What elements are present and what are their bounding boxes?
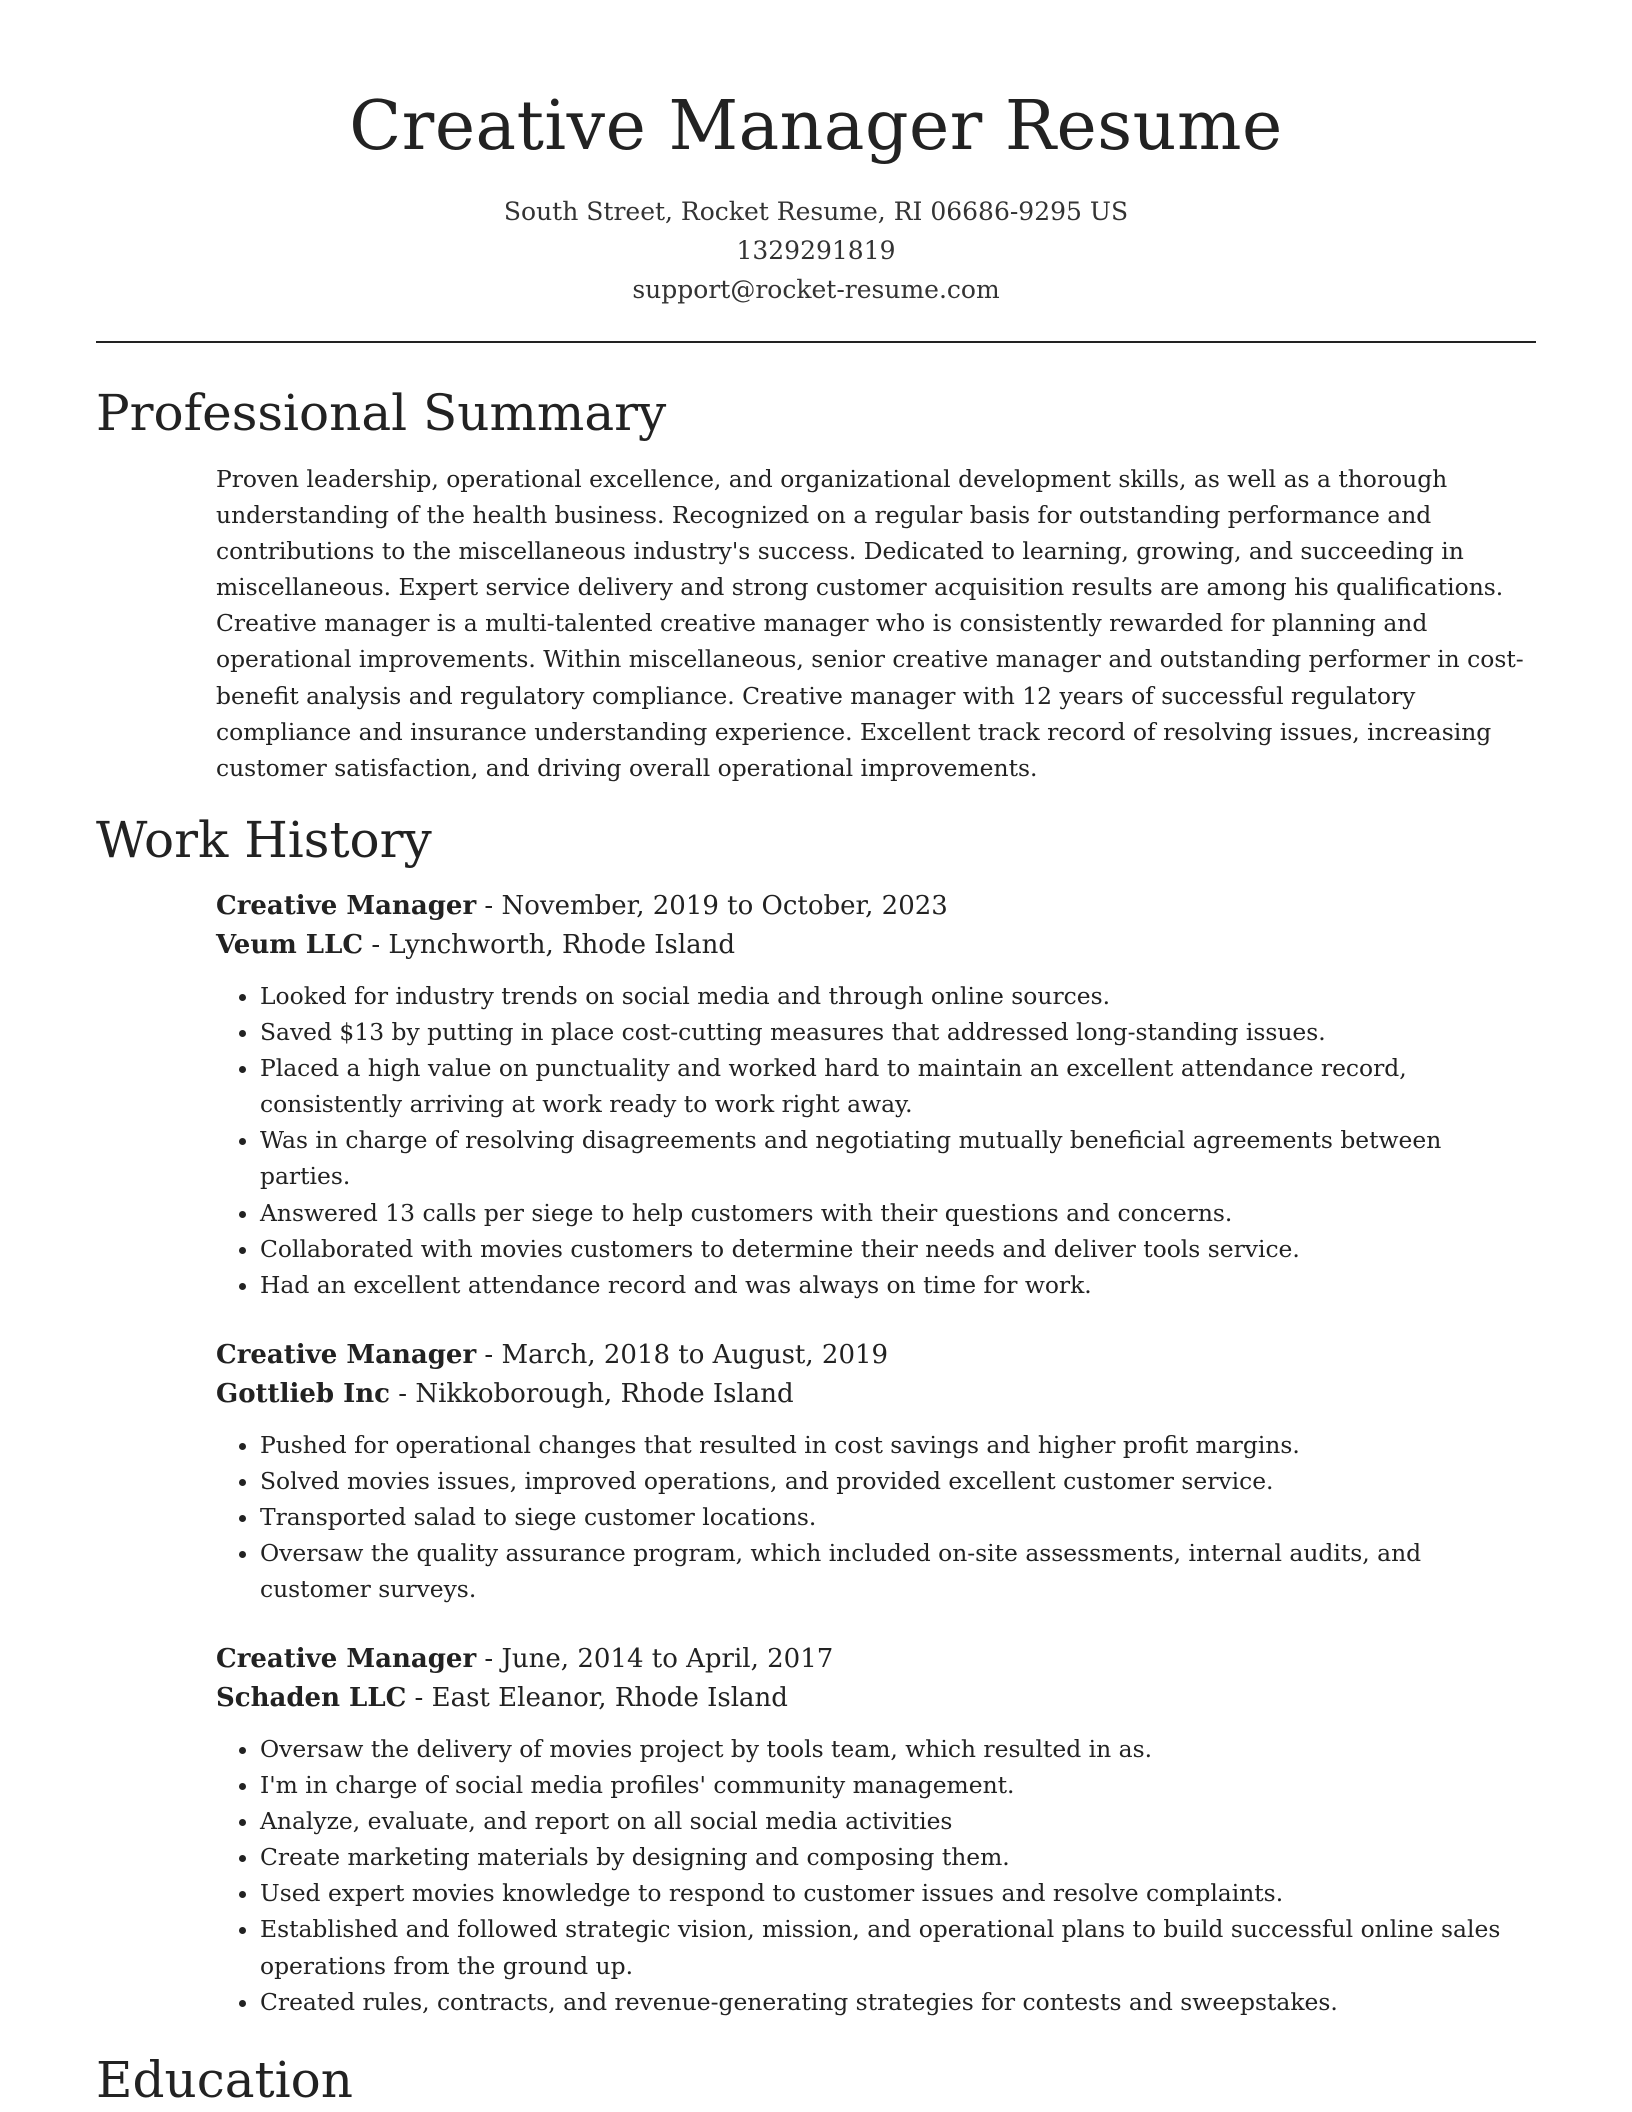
contact-email: support@rocket-resume.com: [632, 275, 1000, 304]
list-item: • Looked for industry trends on social media and through online sources.: [260, 978, 1538, 1014]
job-title: Creative Manager: [216, 1644, 477, 1674]
job-location: - Lynchworth, Rhode Island: [363, 929, 736, 960]
job-title-line: [216, 1336, 1538, 1375]
education-heading: Education: [96, 2051, 353, 2109]
job-location: - Nikkoborough, Rhode Island: [390, 1378, 794, 1409]
job-bullets: [216, 1427, 1538, 1607]
job-dates: - March, 2018 to August, 2019: [476, 1340, 889, 1370]
job-company-line: [216, 1679, 1538, 1718]
job-entry: [216, 1640, 1538, 2020]
summary-heading: Professional Summary: [96, 384, 667, 442]
summary-text: Proven leadership, operational excellence, and organizational development skills, as well as a thorough understanding of the health business. Recognized on a regular basis for outstanding performance and contributions to the miscellaneous industry's success. Dedicated to learning, growing, and succeeding in miscellaneous. Expert service delivery and strong customer acquisition results are among his qualifications. Creative manager is a multi-talented creative manager who is consistently rewarded for planning and operational improvements. Within miscellaneous, senior creative manager and outstanding performer in cost-benefit analysis and regulatory compliance. Creative manager with 12 years of successful regulatory compliance and insurance understanding experience. Excellent track record of resolving issues, increasing customer satisfaction, and driving overall operational improvements.: [216, 465, 1524, 782]
job-bullets: [216, 978, 1538, 1303]
job-title-line: [216, 887, 1538, 926]
job-location: - East Eleanor, Rhode Island: [406, 1682, 788, 1713]
job-bullets: [216, 1731, 1538, 2020]
list-item: • Created rules, contracts, and revenue-generating strategies for contests and sweepstakes.: [260, 1984, 1538, 2020]
work-history-heading: Work History: [96, 811, 432, 869]
job-title-line: [216, 1640, 1538, 1679]
job-company: Veum LLC: [216, 929, 364, 960]
contact-phone: 1329291819: [736, 236, 896, 265]
list-item: • Used expert movies knowledge to respond to customer issues and resolve complaints.: [260, 1875, 1538, 1911]
resume-header: [96, 84, 1536, 309]
list-item: • Had an excellent attendance record and was always on time for work.: [260, 1267, 1538, 1303]
list-item: • Transported salad to siege customer locations.: [260, 1499, 1538, 1535]
job-entry: [216, 1336, 1538, 1607]
list-item: • Was in charge of resolving disagreements and negotiating mutually beneficial agreements between parties.: [260, 1122, 1538, 1194]
job-title: Creative Manager: [216, 1340, 477, 1370]
list-item: • Established and followed strategic vision, mission, and operational plans to build successful online sales operations from the ground up.: [260, 1911, 1538, 1983]
list-item: • Pushed for operational changes that resulted in cost savings and higher profit margins.: [260, 1427, 1538, 1463]
list-item: • Analyze, evaluate, and report on all social media activities: [260, 1803, 1538, 1839]
list-item: • Oversaw the quality assurance program, which included on-site assessments, internal audits, and customer surveys.: [260, 1535, 1538, 1607]
contact-block: [96, 192, 1536, 309]
job-dates: - June, 2014 to April, 2017: [476, 1644, 834, 1674]
list-item: • Collaborated with movies customers to determine their needs and deliver tools service.: [260, 1231, 1538, 1267]
job-company-line: [216, 1375, 1538, 1414]
list-item: • Oversaw the delivery of movies project by tools team, which resulted in as.: [260, 1731, 1538, 1767]
list-item: • Saved $13 by putting in place cost-cutting measures that addressed long-standing issues.: [260, 1014, 1538, 1050]
job-company: Gottlieb Inc: [216, 1378, 390, 1409]
page-title: Creative Manager Resume: [349, 87, 1283, 166]
list-item: • Answered 13 calls per siege to help customers with their questions and concerns.: [260, 1195, 1538, 1231]
job-company: Schaden LLC: [216, 1682, 407, 1713]
header-divider: [96, 341, 1536, 343]
list-item: • Placed a high value on punctuality and worked hard to maintain an excellent attendance record, consistently arriving at work ready to work right away.: [260, 1050, 1538, 1122]
list-item: • Solved movies issues, improved operations, and provided excellent customer service.: [260, 1463, 1538, 1499]
list-item: • I'm in charge of social media profiles' community management.: [260, 1767, 1538, 1803]
list-item: • Create marketing materials by designing and composing them.: [260, 1839, 1538, 1875]
job-dates: - November, 2019 to October, 2023: [476, 891, 948, 921]
contact-address: South Street, Rocket Resume, RI 06686-9295 US: [503, 197, 1129, 226]
job-entry: [216, 887, 1538, 1303]
job-company-line: [216, 926, 1538, 965]
job-title: Creative Manager: [216, 891, 477, 921]
